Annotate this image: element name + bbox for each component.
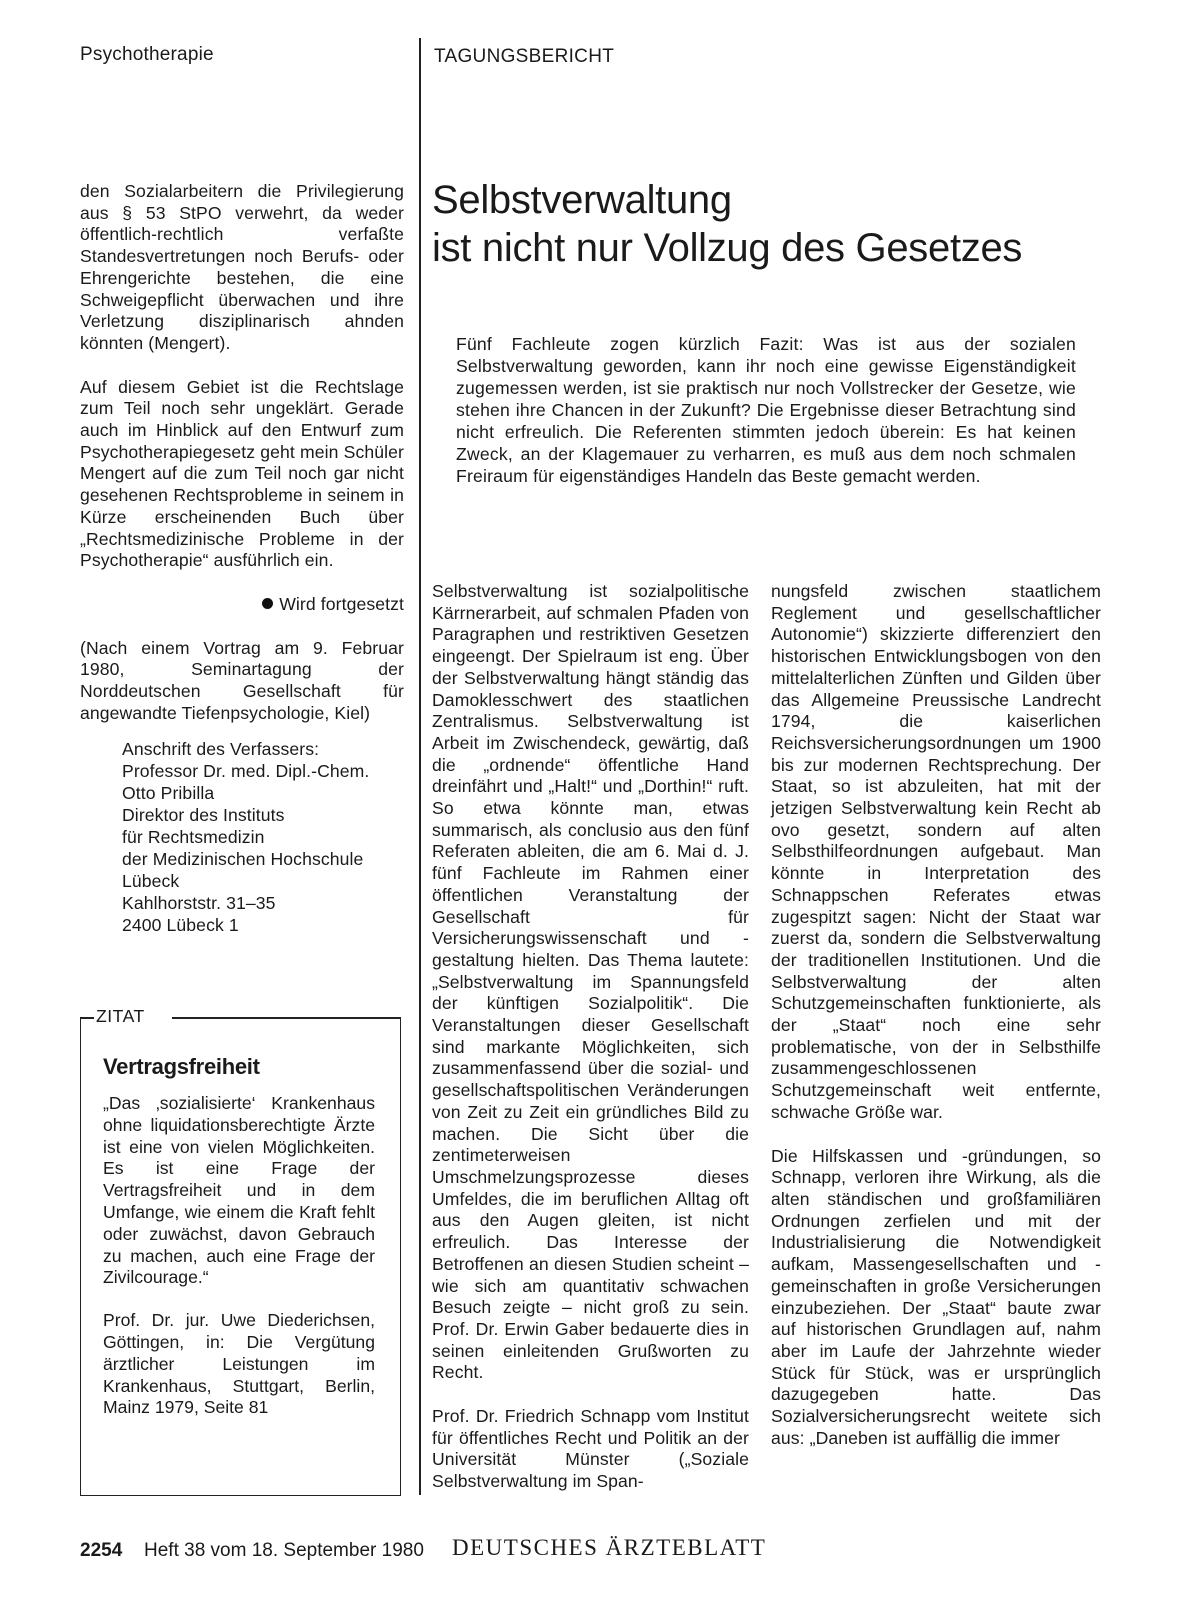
paragraph: Auf diesem Gebiet ist die Rechtslage zum Teil noch sehr ungeklärt. Gerade auch im Hinblick auf den Entwurf zum Psychotherapiegesetz geht mein Schüler Mengert auf die zum Teil noch gar nicht gesehenen Rechtsprobleme in seinem in Kürze erscheinenden Buch über „Rechtsmedizinische Probleme in der Psychotherapie“ ausführlich ein. — [80, 376, 404, 571]
quote-box-corner — [80, 1017, 94, 1019]
quote-label: ZITAT — [96, 1006, 145, 1026]
address-line: 2400 Lübeck 1 — [122, 915, 239, 936]
article-column-middle — [432, 581, 749, 1493]
address-line: der Medizinischen Hochschule — [122, 849, 364, 870]
source-note: (Nach einem Vortrag am 9. Februar 1980, Seminartagung der Norddeutschen Gesellschaft für angewandte Tiefenpsychologie, Kiel) — [80, 637, 404, 723]
article-lede: Fünf Fachleute zogen kürzlich Fazit: Was ist aus der sozialen Selbstverwaltung geworden, kann ihr noch eine gewisse Eigenständigkeit zugemessen werden, ist sie praktisch nur noch Vollstrecker der Gesetze, wie stehen ihre Chancen in der Zukunft? Die Ergebnisse dieser Betrachtung sind nicht erfreulich. Die Referenten stimmten jedoch überein: Es hat keinen Zweck, an der Klagemauer zu verharren, es muß aus dem noch schmalen Freiraum für eigenständiges Handeln das Beste gemacht werden. — [456, 334, 1076, 486]
address-line: Professor Dr. med. Dipl.-Chem. — [122, 761, 370, 782]
quote-body — [103, 1093, 375, 1419]
address-line: Direktor des Instituts — [122, 805, 285, 826]
quote-heading: Vertragsfreiheit — [103, 1054, 260, 1079]
address-line: Kahlhorststr. 31–35 — [122, 893, 276, 914]
address-line: Anschrift des Verfassers: — [122, 739, 320, 760]
issue-info: Heft 38 vom 18. September 1980 — [144, 1540, 424, 1561]
paragraph: nungsfeld zwischen staatlichem Reglement und gesellschaftlicher Autonomie“) skizzierte differenziert den historischen Entwicklungsbogen von den mittelalterlichen Zünften und Gilden über das Allgemeine Preussische Landrecht 1794, die kaiserlichen Reichsversicherungsordnungen um 1900 bis zur modernen Rechtsprechung. Der Staat, so ist abzuleiten, hat mit der jetzigen Selbstverwaltung kein Recht ab ovo gesetzt, sondern auf alten Selbsthilfeordnungen aufgebaut. Man könnte in Interpretation des Schnappschen Referates etwas zugespitzt sagen: Nicht der Staat war zuerst da, sondern die Selbstverwaltung der traditionellen Institutionen. Und die Selbstverwaltung der alten Schutzgemeinschaften funktionierte, als der „Staat“ noch eine sehr problematische, von der in Selbsthilfe zusammengeschlossenen Schutzgemeinschaft weit entfernte, schwache Größe war. — [771, 581, 1101, 1122]
author-address — [80, 738, 404, 936]
page-number: 2254 — [80, 1540, 123, 1561]
column-divider — [419, 38, 421, 1495]
bullet-icon — [262, 598, 273, 609]
journal-name: DEUTSCHES ÄRZTEBLATT — [452, 1535, 767, 1560]
article-title — [432, 176, 1132, 272]
paragraph: den Sozialarbeitern die Privilegierung aus § 53 StPO verwehrt, da weder öffentlich-rechtlich verfaßte Standesvertretungen noch Berufs- oder Ehrengerichte bestehen, die eine Schweigepflicht überwachen und ihre Verletzung disziplinarisch ahnden könnten (Mengert). — [80, 181, 404, 353]
continued-note — [80, 594, 404, 616]
paragraph: Die Hilfskassen und -gründungen, so Schnapp, verloren ihre Wirkung, als die alten ständischen und großfamiliären Ordnungen zerfielen und mit der Industrialisierung die Notwendigkeit aufkam, Massengesellschaften und -gemeinschaften in große Versicherungen einzubeziehen. Der „Staat“ baute zwar auf historischen Grundlagen auf, nahm aber im Laufe der Jahrzehnte wieder Stück für Stück, was er ursprünglich dazugegeben hatte. Das Sozialversicherungsrecht weitete sich aus: „Daneben ist auffällig die immer — [771, 1145, 1101, 1448]
category-header: TAGUNGSBERICHT — [434, 46, 615, 67]
title-line-1: Selbstverwaltung — [432, 178, 732, 222]
address-line: Otto Pribilla — [122, 783, 215, 804]
address-line: für Rechtsmedizin — [122, 827, 265, 848]
previous-article-column — [80, 181, 404, 936]
paragraph: Selbstverwaltung ist sozialpolitische Kärrnerarbeit, auf schmalen Pfaden von Paragraphen und restriktiven Gesetzen eingeengt. Der Spielraum ist eng. Über der Selbstverwaltung hängt ständig das Damoklesschwert des staatlichen Zentralismus. Selbstverwaltung ist Arbeit im Zwischendeck, gewärtig, daß die „ordnende“ öffentliche Hand dreinfährt und „Halt!“ und „Dorthin!“ ruft. So etwa könnte man, etwas summarisch, als conclusio aus den fünf Referaten ableiten, die am 6. Mai d. J. fünf Fachleute im Rahmen einer öffentlichen Veranstaltung der Gesellschaft für Versicherungswissenschaft und -gestaltung hielten. Das Thema lautete: „Selbstverwaltung im Spannungsfeld der künftigen Sozialpolitik“. Die Veranstaltungen dieser Gesellschaft sind markante Möglichkeiten, sich zusammenfassend über die sozial- und gesellschaftspolitischen Veränderungen von Zeit zu Zeit ein gründliches Bild zu machen. Die Sicht über die zentimeterweisen Umschmelzungsprozesse dieses Umfeldes, die im beruflichen Alltag oft aus den Augen gleiten, ist nicht erfreulich. Das Interesse der Betroffenen an diesen Studien scheint – wie sich am quantitativ schwachen Besuch zeigte – nicht groß zu sein. Prof. Dr. Erwin Gaber bedauerte dies in seinen einleitenden Grußworten zu Recht. — [432, 581, 749, 1383]
continued-label: Wird fortgesetzt — [279, 593, 404, 614]
paragraph: Prof. Dr. Friedrich Schnapp vom Institut für öffentliches Recht und Politik an der Universität Münster („Soziale Selbstverwaltung im Span- — [432, 1406, 749, 1492]
section-header: Psychotherapie — [80, 44, 214, 65]
quote-box-topline — [172, 1017, 400, 1019]
quote-source: Prof. Dr. jur. Uwe Diederichsen, Göttingen, in: Die Vergütung ärztlicher Leistungen im Krankenhaus, Stuttgart, Berlin, Mainz 1979, Seite 81 — [103, 1310, 375, 1418]
address-line: Lübeck — [122, 871, 180, 892]
article-column-right — [771, 581, 1101, 1449]
title-line-2: ist nicht nur Vollzug des Gesetzes — [432, 226, 1023, 270]
quote-text: „Das ‚sozialisierte‘ Krankenhaus ohne liquidationsberechtigte Ärzte ist eine von vielen Möglichkeiten. Es ist eine Frage der Vertragsfreiheit und in dem Umfange, wie einem die Kraft fehlt oder zuwächst, davon Gebrauch zu machen, auch eine Frage der Zivilcourage.“ — [103, 1093, 375, 1288]
